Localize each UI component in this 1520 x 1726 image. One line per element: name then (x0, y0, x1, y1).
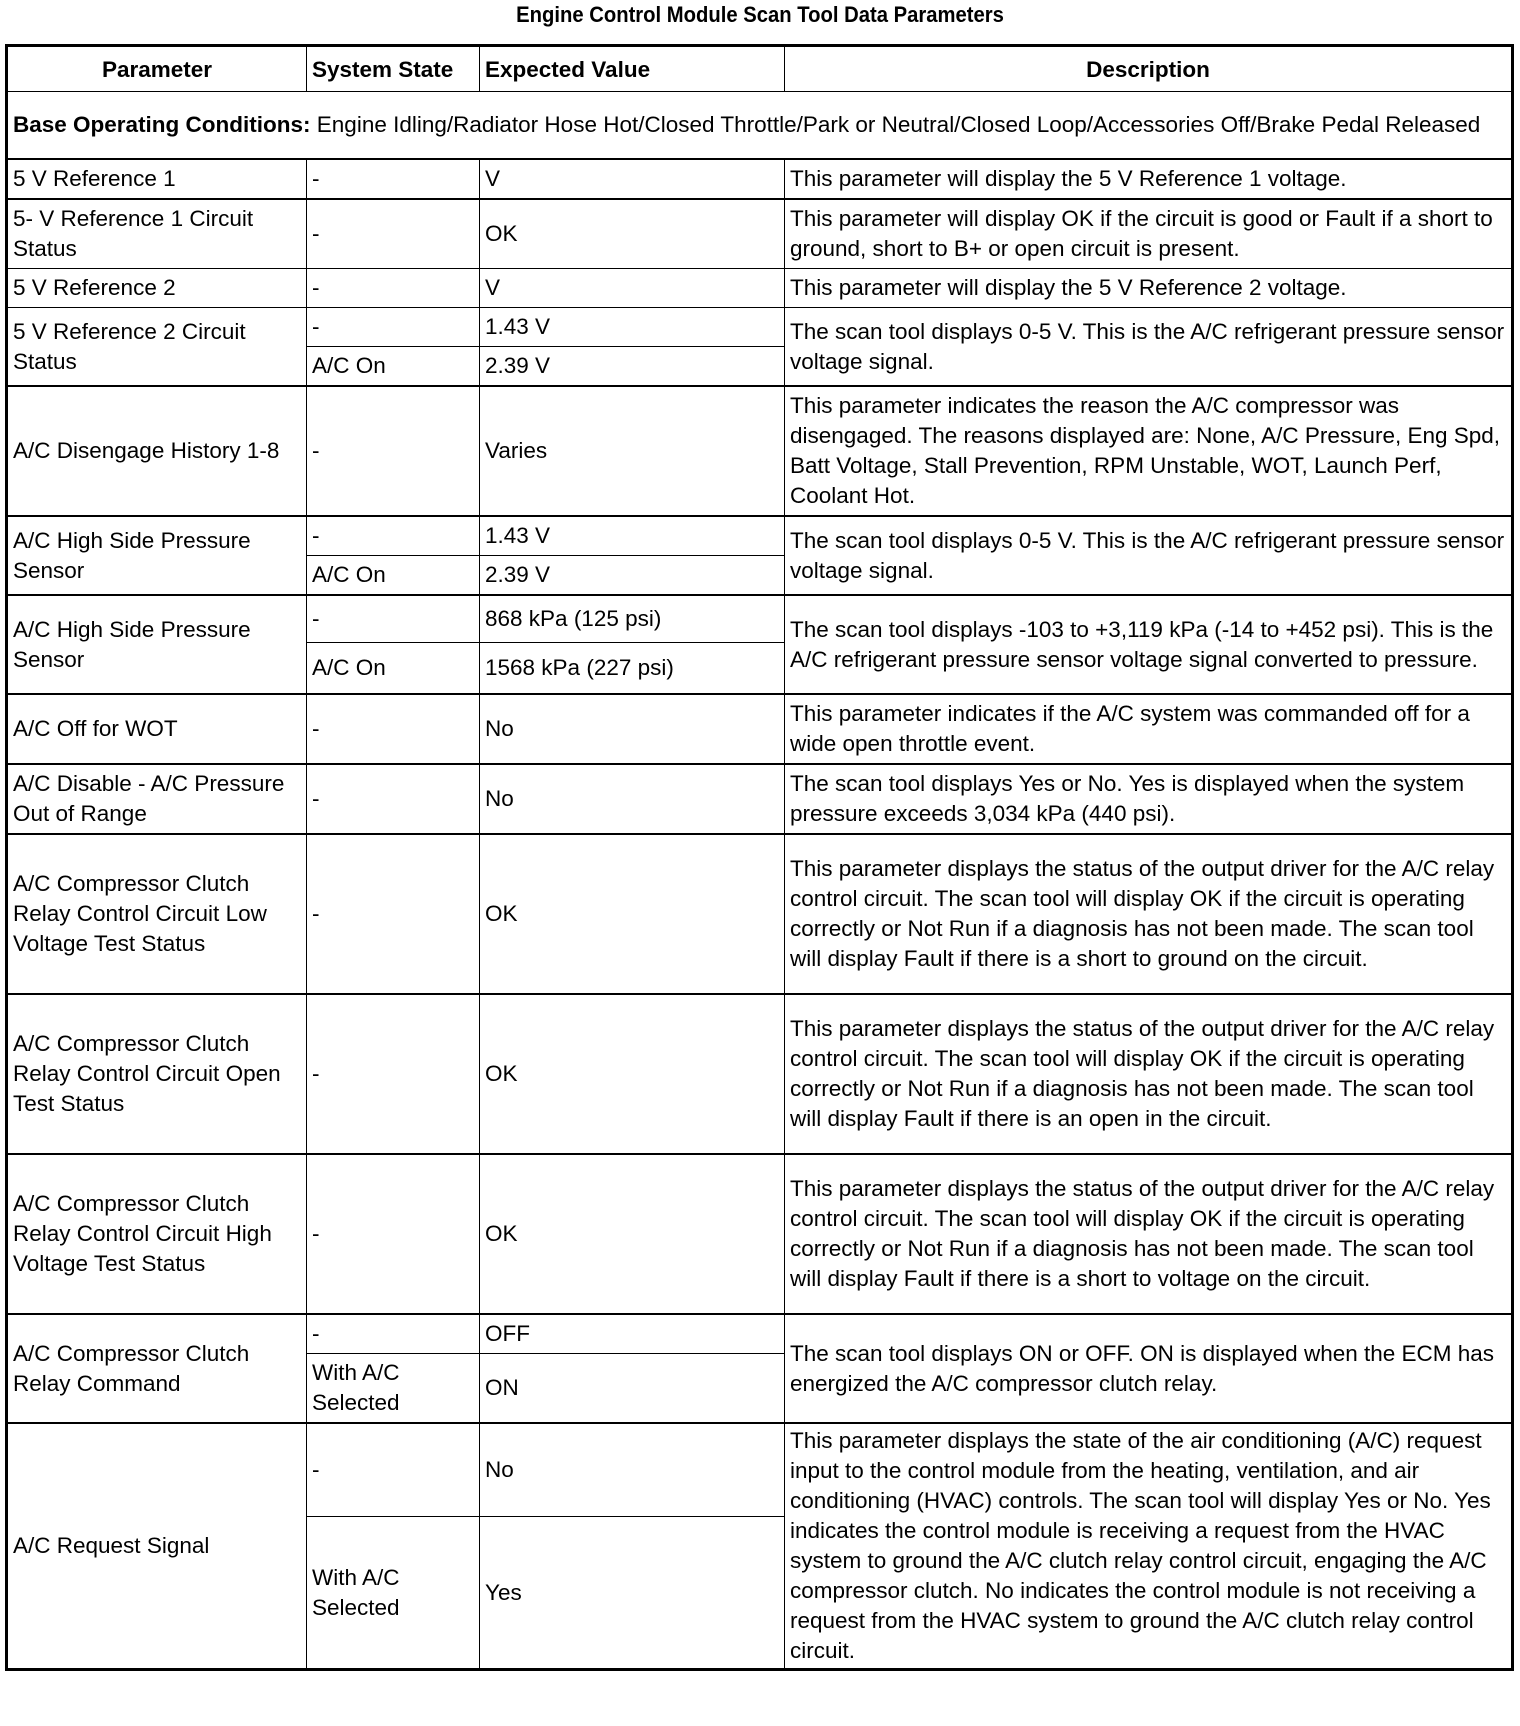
table-row (7, 269, 1513, 308)
parameter-cell: A/C High Side Pressure Sensor (7, 516, 307, 595)
system-state-cell: - (307, 694, 480, 764)
header-expected-value: Expected Value (480, 46, 785, 92)
table-row (7, 834, 1513, 994)
parameter-cell: A/C High Side Pressure Sensor (7, 595, 307, 694)
system-state-cell: With A/C Selected (307, 1354, 480, 1424)
description-cell: This parameter indicates if the A/C system was commanded off for a wide open throttle event. (785, 694, 1513, 764)
parameter-cell: A/C Compressor Clutch Relay Control Circuit High Voltage Test Status (7, 1154, 307, 1314)
header-system-state: System State (307, 46, 480, 92)
parameter-cell: 5 V Reference 1 (7, 159, 307, 199)
description-cell: This parameter will display the 5 V Reference 2 voltage. (785, 269, 1513, 308)
description-cell: The scan tool displays ON or OFF. ON is displayed when the ECM has energized the A/C compressor clutch relay. (785, 1314, 1513, 1423)
system-state-cell: A/C On (307, 347, 480, 387)
table-row (7, 764, 1513, 834)
system-state-cell: - (307, 1154, 480, 1314)
table-row (7, 1154, 1513, 1314)
expected-value-cell: No (480, 1423, 785, 1517)
table-header-row (7, 46, 1513, 92)
system-state-cell: - (307, 308, 480, 347)
table-row (7, 386, 1513, 516)
description-cell: This parameter will display the 5 V Reference 1 voltage. (785, 159, 1513, 199)
description-cell: The scan tool displays Yes or No. Yes is displayed when the system pressure exceeds 3,034 kPa (440 psi). (785, 764, 1513, 834)
description-cell: This parameter displays the status of the output driver for the A/C relay control circuit. The scan tool will display OK if the circuit is operating correctly or Not Run if a diagnosis has not been made. The scan tool will display Fault if there is an open in the circuit. (785, 994, 1513, 1154)
table-row (7, 199, 1513, 269)
parameter-cell: 5- V Reference 1 Circuit Status (7, 199, 307, 269)
system-state-cell: - (307, 1423, 480, 1517)
table-row (7, 1314, 1513, 1354)
expected-value-cell: OK (480, 994, 785, 1154)
expected-value-cell: 1568 kPa (227 psi) (480, 643, 785, 695)
expected-value-cell: OK (480, 834, 785, 994)
description-cell: This parameter displays the state of the air conditioning (A/C) request input to the control module from the heating, ventilation, and air conditioning (HVAC) controls. The scan tool will display Yes or No. Yes indicates the control module is receiving a request from the HVAC system to ground the A/C clutch relay control circuit, engaging the A/C compressor clutch. No indicates the control module is not receiving a request from the HVAC system to ground the A/C clutch relay control circuit. (785, 1423, 1513, 1670)
description-cell: The scan tool displays -103 to +3,119 kPa (-14 to +452 psi). This is the A/C refrigerant pressure sensor voltage signal converted to pressure. (785, 595, 1513, 694)
system-state-cell: With A/C Selected (307, 1517, 480, 1670)
expected-value-cell: ON (480, 1354, 785, 1424)
parameter-cell: A/C Disable - A/C Pressure Out of Range (7, 764, 307, 834)
expected-value-cell: 868 kPa (125 psi) (480, 595, 785, 643)
system-state-cell: - (307, 199, 480, 269)
system-state-cell: - (307, 994, 480, 1154)
system-state-cell: - (307, 159, 480, 199)
system-state-cell: - (307, 834, 480, 994)
table-row (7, 595, 1513, 643)
expected-value-cell: 2.39 V (480, 347, 785, 387)
expected-value-cell: OK (480, 1154, 785, 1314)
expected-value-cell: OK (480, 199, 785, 269)
description-cell: The scan tool displays 0-5 V. This is the A/C refrigerant pressure sensor voltage signal. (785, 308, 1513, 387)
table-row (7, 159, 1513, 199)
base-conditions-cell (7, 92, 1513, 160)
system-state-cell: A/C On (307, 556, 480, 596)
system-state-cell: A/C On (307, 643, 480, 695)
expected-value-cell: No (480, 694, 785, 764)
system-state-cell: - (307, 764, 480, 834)
expected-value-cell: V (480, 269, 785, 308)
description-cell: This parameter displays the status of the output driver for the A/C relay control circuit. The scan tool will display OK if the circuit is operating correctly or Not Run if a diagnosis has not been made. The scan tool will display Fault if there is a short to voltage on the circuit. (785, 1154, 1513, 1314)
header-parameter: Parameter (7, 46, 307, 92)
parameter-cell: A/C Request Signal (7, 1423, 307, 1670)
system-state-cell: - (307, 1314, 480, 1354)
table-row (7, 516, 1513, 556)
description-cell: The scan tool displays 0-5 V. This is the A/C refrigerant pressure sensor voltage signal. (785, 516, 1513, 595)
document-title: Engine Control Module Scan Tool Data Parameters (516, 2, 1004, 27)
scan-tool-data-table (5, 44, 1514, 1671)
system-state-cell: - (307, 386, 480, 516)
expected-value-cell: V (480, 159, 785, 199)
expected-value-cell: Varies (480, 386, 785, 516)
table-row (7, 994, 1513, 1154)
system-state-cell: - (307, 269, 480, 308)
expected-value-cell: 2.39 V (480, 556, 785, 596)
expected-value-cell: 1.43 V (480, 516, 785, 556)
table-row (7, 1423, 1513, 1517)
parameter-cell: A/C Compressor Clutch Relay Command (7, 1314, 307, 1423)
system-state-cell: - (307, 595, 480, 643)
base-conditions-label: Base Operating Conditions: (13, 112, 311, 137)
description-cell: This parameter will display OK if the circuit is good or Fault if a short to ground, short to B+ or open circuit is present. (785, 199, 1513, 269)
parameter-cell: A/C Disengage History 1-8 (7, 386, 307, 516)
table-row (7, 694, 1513, 764)
expected-value-cell: No (480, 764, 785, 834)
base-conditions-row (7, 92, 1513, 160)
expected-value-cell: Yes (480, 1517, 785, 1670)
description-cell: This parameter indicates the reason the A/C compressor was disengaged. The reasons displayed are: None, A/C Pressure, Eng Spd, Batt Voltage, Stall Prevention, RPM Unstable, WOT, Launch Perf, Coolant Hot. (785, 386, 1513, 516)
header-description: Description (785, 46, 1513, 92)
parameter-cell: A/C Compressor Clutch Relay Control Circuit Open Test Status (7, 994, 307, 1154)
expected-value-cell: 1.43 V (480, 308, 785, 347)
base-conditions-text: Engine Idling/Radiator Hose Hot/Closed Throttle/Park or Neutral/Closed Loop/Accessories Off/Brake Pedal Released (310, 112, 1481, 137)
system-state-cell: - (307, 516, 480, 556)
expected-value-cell: OFF (480, 1314, 785, 1354)
table-row (7, 308, 1513, 347)
parameter-cell: 5 V Reference 2 (7, 269, 307, 308)
parameter-cell: A/C Off for WOT (7, 694, 307, 764)
parameter-cell: 5 V Reference 2 Circuit Status (7, 308, 307, 387)
parameter-cell: A/C Compressor Clutch Relay Control Circuit Low Voltage Test Status (7, 834, 307, 994)
description-cell: This parameter displays the status of the output driver for the A/C relay control circuit. The scan tool will display OK if the circuit is operating correctly or Not Run if a diagnosis has not been made. The scan tool will display Fault if there is a short to ground on the circuit. (785, 834, 1513, 994)
